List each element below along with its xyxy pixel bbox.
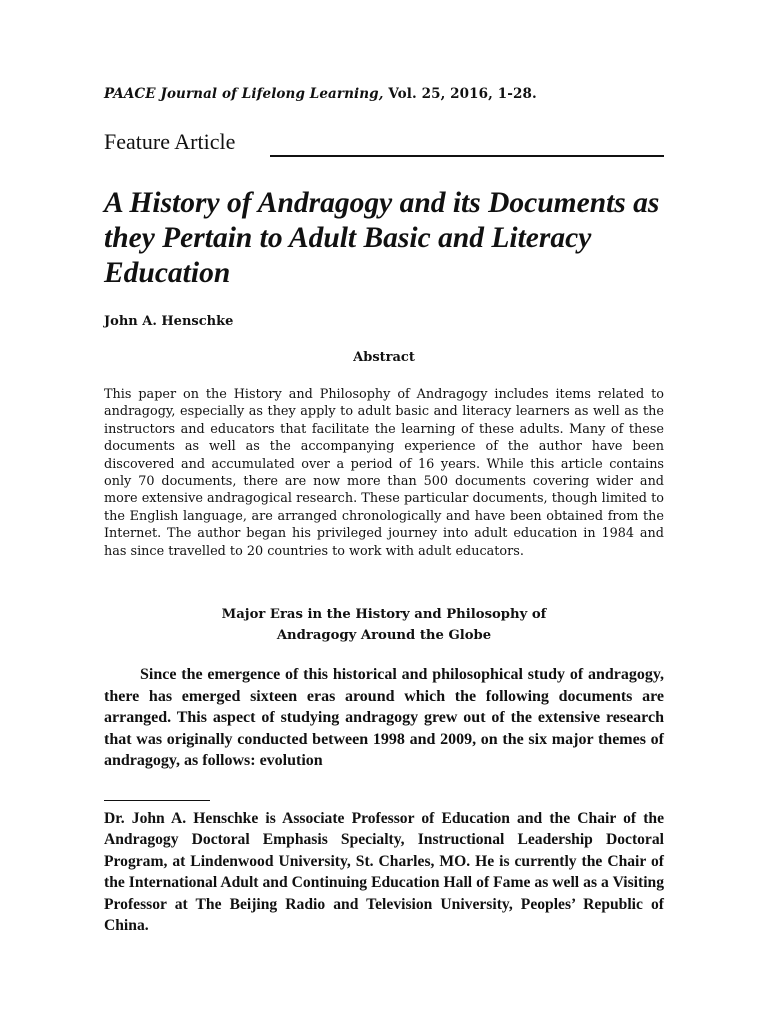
body-paragraph: Since the emergence of this historical and philosophical study of andragogy, there has emerged sixteen eras around which the following documents are arranged. This aspect of studying andragogy grew out of the extensive research that was originally conducted between 1998 and 2009, on the six major themes of andragogy, as follows: evolution — [104, 666, 664, 770]
footnote-divider — [104, 800, 210, 801]
journal-citation — [104, 86, 664, 102]
section-label: Feature Article — [104, 129, 236, 154]
article-title: A History of Andragogy and its Documents as they Pertain to Adult Basic and Literacy Education — [104, 187, 660, 289]
author-footnote — [104, 808, 664, 936]
journal-name: PAACE Journal of Lifelong Learning, — [104, 86, 384, 102]
section-heading-line-1: Major Eras in the History and Philosophy of — [221, 607, 547, 622]
footnote-text: is Associate Professor of Education and the Chair of the Andragogy Doctoral Emphasis Specialty, Instructional Leadership Doctoral Program, at Lindenwood University, St. Charles, MO. He is currently the Chair of the International Adult and Continuing Education Hall of Fame as well as a Visiting Professor at The Beijing Radio and Television University, Peoples’ Republic of China. — [104, 810, 664, 935]
journal-details: Vol. 25, 2016, 1-28. — [383, 86, 537, 102]
abstract-text: This paper on the History and Philosophy of Andragogy includes items related to andragogy, especially as they apply to adult basic and literacy learners as well as the instructors and educators that facilitate the learning of these adults. Many of these documents as well as the accompanying experience of the author have been discovered and accumulated over a period of 16 years. While this article contains only 70 documents, there are now more than 500 documents covering wider and more extensive andragogical research. These particular documents, though limited to the English language, are arranged chronologically and have been obtained from the Internet. The author began his privileged journey into adult education in 1984 and has since travelled to 20 countries to work with adult educators. — [104, 387, 664, 559]
footnote-author-name: Dr. John A. Henschke — [104, 810, 259, 827]
section-heading-line-2: Andragogy Around the Globe — [276, 628, 492, 643]
section-divider — [270, 155, 664, 157]
author-name: John A. Henschke — [104, 314, 234, 329]
abstract-heading: Abstract — [353, 350, 415, 365]
section-heading — [104, 604, 664, 646]
